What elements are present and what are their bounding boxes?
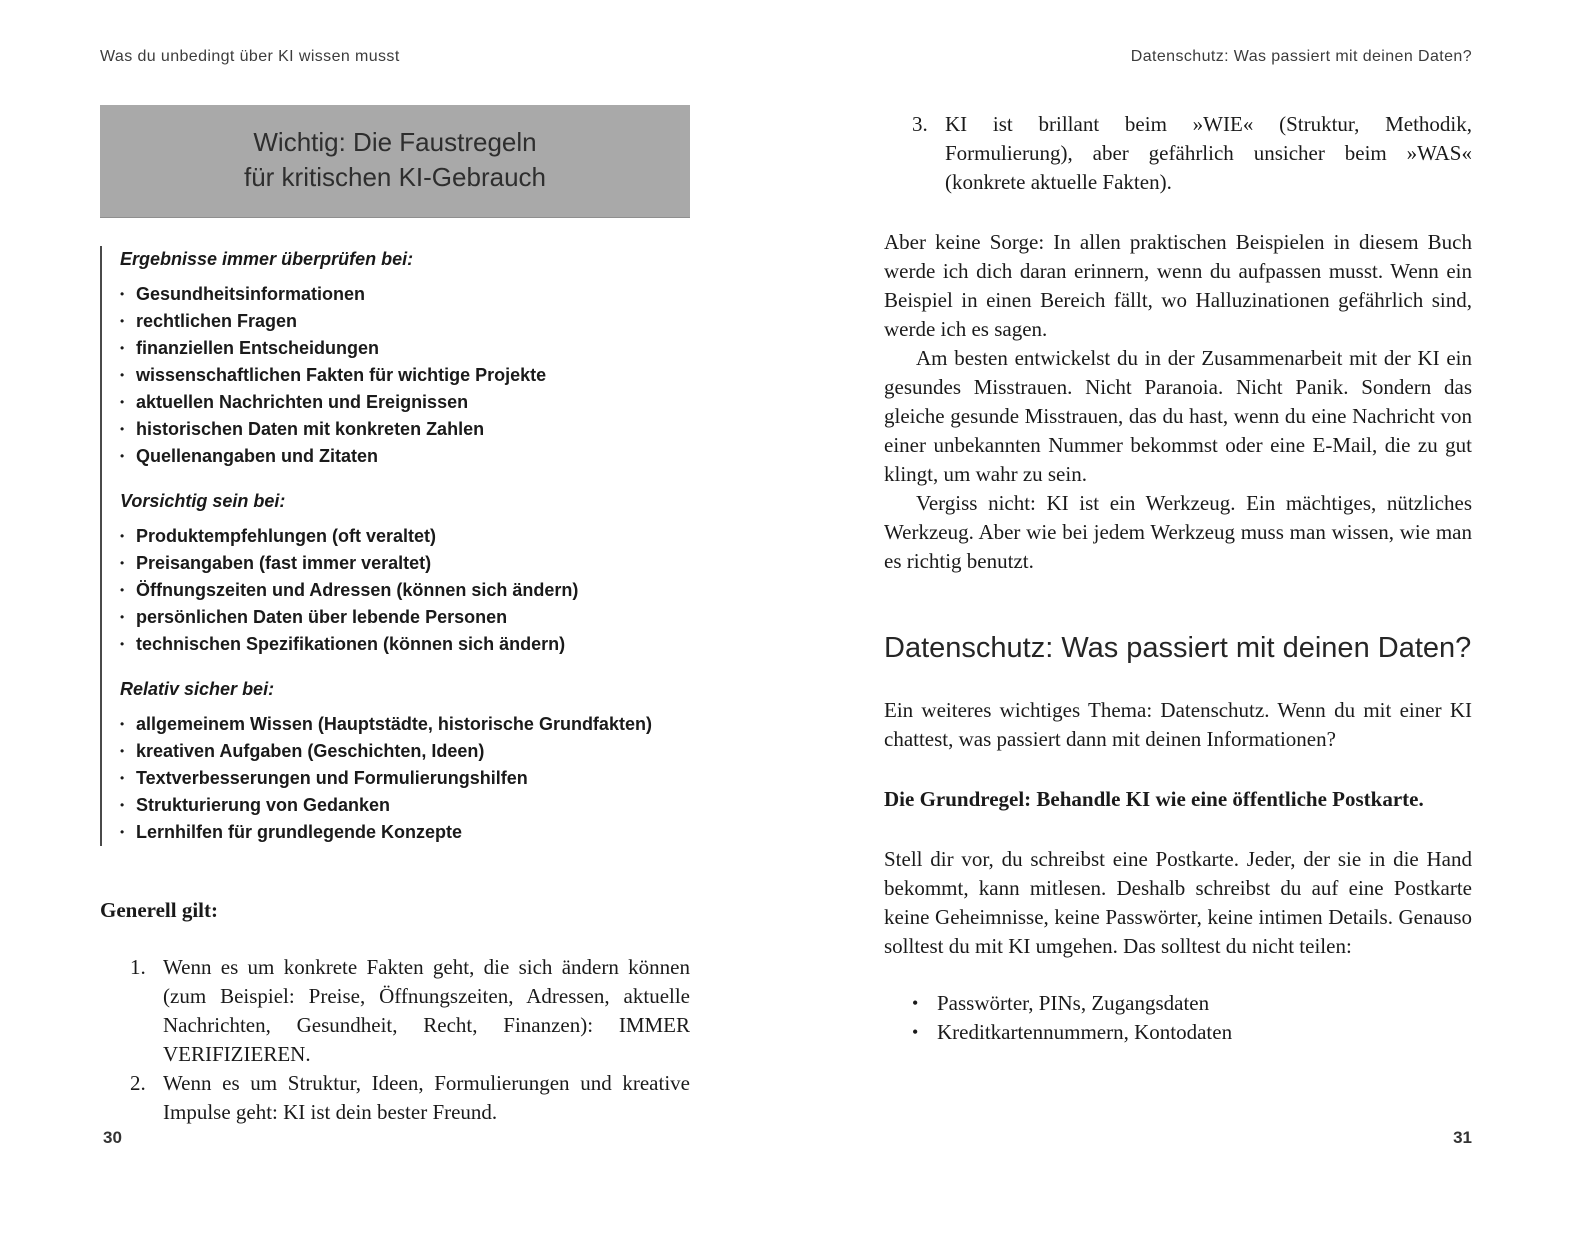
rule-statement: Die Grundregel: Behandle KI wie eine öffentliche Postkarte. [884,787,1424,811]
list-item [120,523,690,550]
group-heading: Vorsichtig sein bei: [120,491,286,512]
list-item [120,765,690,792]
list-item-text: Strukturierung von Gedanken [136,795,391,816]
bullet-icon: • [120,556,125,571]
list-item-text: finanziellen Entscheidungen [136,338,380,359]
bullet-list [884,989,1472,1047]
bullet-icon: • [120,717,125,732]
book-page-left [100,48,690,1127]
list-item-text: Kreditkartennummern, Kontodaten [937,1020,1233,1044]
book-page-right [884,48,1472,1047]
numbered-item [100,1069,690,1127]
bullet-icon: • [120,314,125,329]
list-item [120,711,690,738]
list-item-text: Quellenangaben und Zitaten [136,446,379,467]
checklist-group-safe [120,676,690,846]
paragraph: Ein weiteres wichtiges Thema: Datenschutz. Wenn du mit einer KI chattest, was passiert dann mit deinen Informationen? [884,698,1472,751]
box-title-line1: Wichtig: Die Faustregeln [253,127,537,157]
bullet-icon: • [120,583,125,598]
list-item [884,1018,1472,1047]
list-item-text: kreativen Aufgaben (Geschichten, Ideen) [136,741,485,762]
list-item [120,604,690,631]
list-item-text: Preisangaben (fast immer veraltet) [136,553,432,574]
checklist-group-caution [120,488,690,658]
bullet-list [120,281,690,470]
list-item-text: aktuellen Nachrichten und Ereignissen [136,392,469,413]
list-item [120,631,690,658]
group-heading: Ergebnisse immer überprüfen bei: [120,249,414,270]
list-item [120,577,690,604]
paragraph: Vergiss nicht: KI ist ein Werkzeug. Ein mächtiges, nützliches Werkzeug. Aber wie bei jedem Werkzeug muss man wissen, wie man es richtig benutzt. [884,491,1472,573]
list-item [120,416,690,443]
list-item-text: allgemeinem Wissen (Hauptstädte, historische Grundfakten) [136,714,652,735]
list-text: Wenn es um konkrete Fakten geht, die sich ändern können (zum Beispiel: Preise, Öffnungszeiten, Adressen, aktuelle Nachrichten, Gesundheit, Recht, Finanzen): IMMER VERIFIZIEREN. [163,955,690,1067]
list-number: 3. [912,112,928,136]
paragraph: Aber keine Sorge: In allen praktischen Beispielen in diesem Buch werde ich dich daran erinnern, wenn du aufpassen musst. Wenn ein Beispiel in einen Bereich fällt, wo Halluzinationen gefährlich sind, werde ich es sagen. [884,230,1472,341]
bullet-icon: • [120,422,125,437]
bullet-icon: • [120,744,125,759]
paragraph: Am besten entwickelst du in der Zusammenarbeit mit der KI ein gesundes Misstrauen. Nicht Paranoia. Nicht Panik. Sondern das gleiche gesunde Misstrauen, das du hast, wenn du eine Nachricht von einer unbekannten Nummer bekommst oder eine E-Mail, die zu gut klingt, um wahr zu sein. [884,346,1472,486]
list-item-text: historischen Daten mit konkreten Zahlen [136,419,485,440]
generell-heading: Generell gilt: [100,898,218,923]
paragraph: Stell dir vor, du schreibst eine Postkarte. Jeder, der sie in die Hand bekommt, kann mitlesen. Deshalb schreibst du auf eine Postkarte keine Geheimnisse, keine Passwörter, keine intimen Details. Genauso solltest du mit KI umgehen. Das solltest du nicht teilen: [884,847,1472,958]
list-number: 1. [130,955,146,980]
bullet-list [120,711,690,846]
bullet-list [120,523,690,658]
bullet-icon: • [912,993,919,1013]
bullet-icon: • [120,529,125,544]
list-number: 2. [130,1071,146,1096]
numbered-list [100,953,690,1127]
running-header-right: Datenschutz: Was passiert mit deinen Daten? [1130,48,1472,65]
bullet-icon: • [120,449,125,464]
running-header-left: Was du unbedingt über KI wissen musst [100,48,400,65]
list-item [120,792,690,819]
list-item [120,281,690,308]
list-item [120,362,690,389]
bullet-icon: • [120,771,125,786]
bullet-icon: • [912,1022,919,1042]
list-item [120,335,690,362]
list-item [884,989,1472,1018]
checklist [100,246,690,846]
list-item-text: Gesundheitsinformationen [136,284,366,305]
bullet-icon: • [120,395,125,410]
bullet-icon: • [120,798,125,813]
numbered-item [884,110,1472,197]
bullet-icon: • [120,341,125,356]
list-item-text: technischen Spezifikationen (können sich ändern) [136,634,566,655]
numbered-item [100,953,690,1069]
list-text: KI ist brillant beim »WIE« (Struktur, Methodik, Formulierung), aber gefährlich unsicher beim »WAS« (konkrete aktuelle Fakten). [945,112,1472,194]
bullet-icon: • [120,287,125,302]
list-item [120,308,690,335]
list-text: Wenn es um Struktur, Ideen, Formulierungen und kreative Impulse geht: KI ist dein bester Freund. [163,1071,690,1125]
list-item-text: Textverbesserungen und Formulierungshilfen [136,768,528,789]
checklist-group-verify [120,246,690,470]
list-item-text: Passwörter, PINs, Zugangsdaten [937,991,1210,1015]
page-number-left: 30 [103,1128,122,1147]
list-item [120,443,690,470]
list-item [120,738,690,765]
list-item-text: wissenschaftlichen Fakten für wichtige Projekte [136,365,547,386]
list-item-text: persönlichen Daten über lebende Personen [136,607,508,628]
list-item [120,819,690,846]
bullet-icon: • [120,825,125,840]
page-number-right: 31 [1453,1128,1472,1147]
list-item [120,550,690,577]
section-heading: Datenschutz: Was passiert mit deinen Daten? [884,632,1472,664]
list-item [120,389,690,416]
list-item-text: Produktempfehlungen (oft veraltet) [136,526,437,547]
bullet-icon: • [120,637,125,652]
highlight-box [100,105,690,218]
box-title-line2: für kritischen KI-Gebrauch [243,162,546,193]
list-item-text: rechtlichen Fragen [136,311,298,332]
group-heading: Relativ sicher bei: [120,679,275,700]
bullet-icon: • [120,368,125,383]
bullet-icon: • [120,610,125,625]
list-item-text: Lernhilfen für grundlegende Konzepte [136,822,463,843]
list-item-text: Öffnungszeiten und Adressen (können sich ändern) [136,580,579,601]
